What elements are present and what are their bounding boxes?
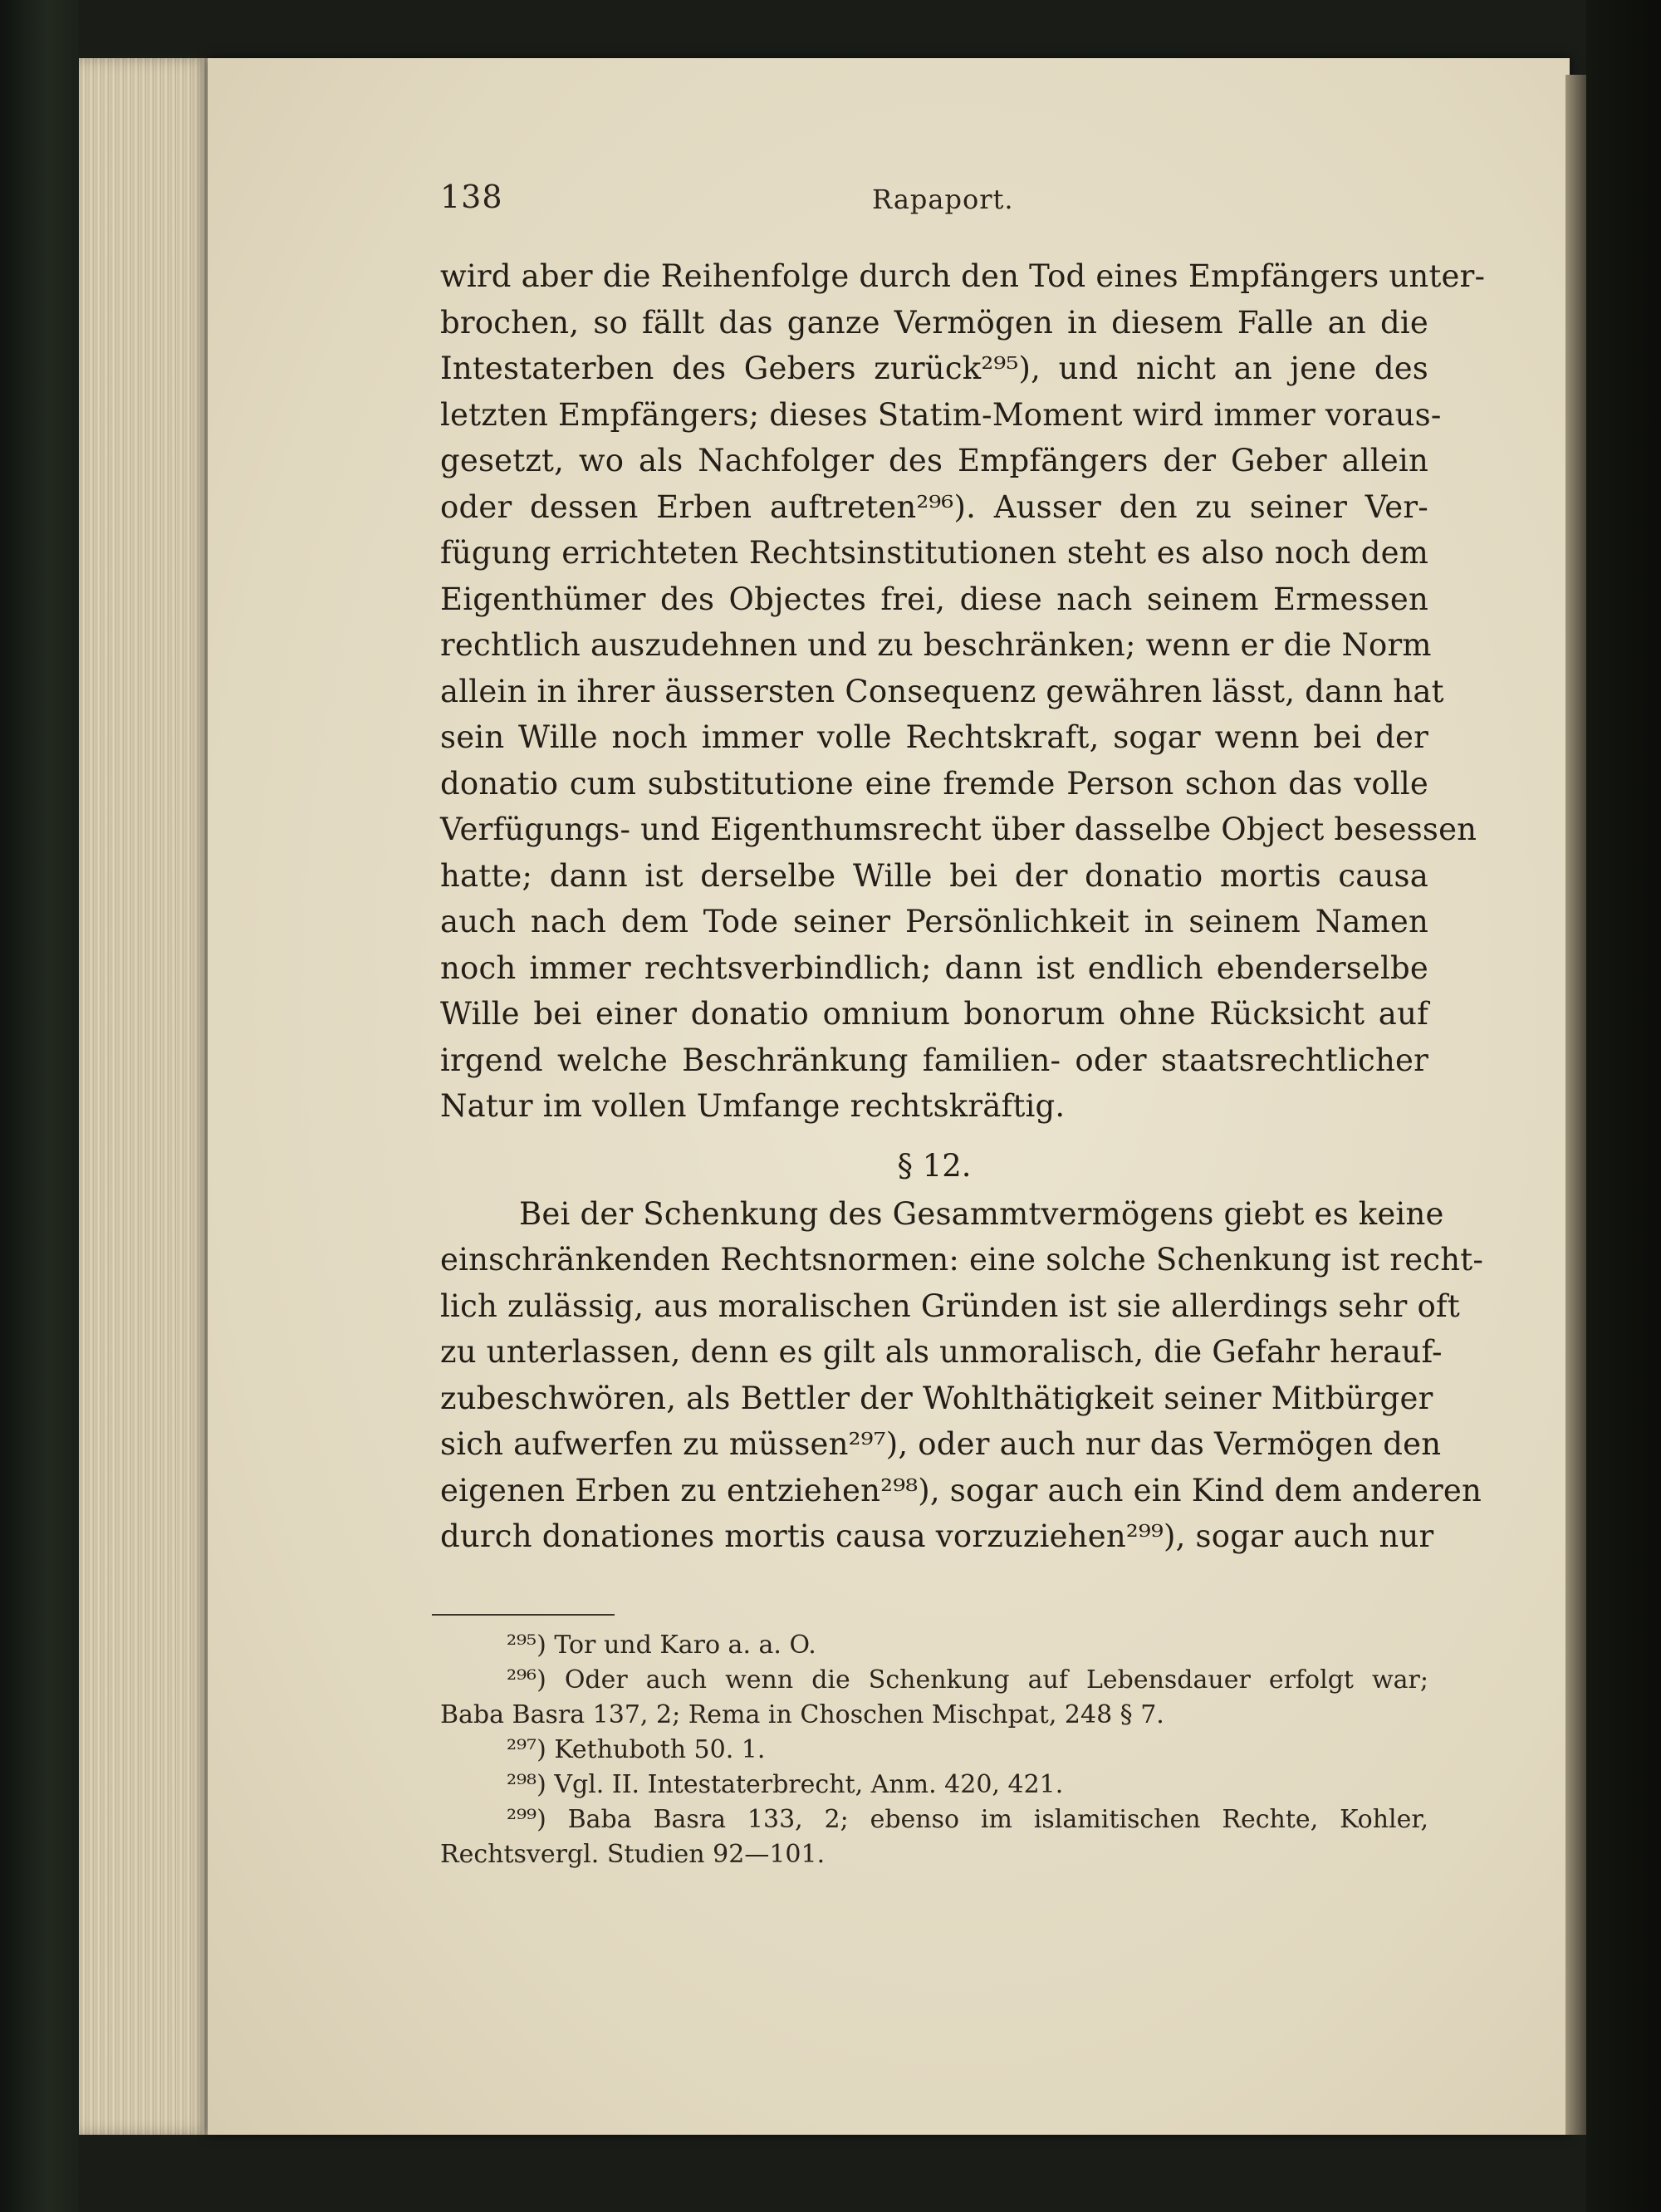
text-line: sein Wille noch immer volle Rechtskraft, sogar wenn bei der — [440, 719, 1428, 755]
footnote-line: ²⁹⁶) Oder auch wenn die Schenkung auf Lebensdauer erfolgt war; — [507, 1665, 1428, 1695]
text-line: Intestaterben des Gebers zurück²⁹⁵), und nicht an jene des — [440, 351, 1428, 386]
footnote-line: ²⁹⁷) Kethuboth 50. 1. — [507, 1735, 766, 1764]
book-cover-left — [0, 0, 79, 2212]
text-line: zu unterlassen, denn es gilt als unmoralisch, die Gefahr herauf- — [440, 1334, 1443, 1370]
section-heading: § 12. — [897, 1147, 972, 1184]
text-line: Wille bei einer donatio omnium bonorum ohne Rücksicht auf — [440, 996, 1428, 1032]
text-line: irgend welche Beschränkung familien- oder staatsrechtlicher — [440, 1042, 1428, 1078]
footnote-line: Baba Basra 137, 2; Rema in Choschen Mischpat, 248 § 7. — [440, 1700, 1164, 1729]
text-line: allein in ihrer äussersten Consequenz gewähren lässt, dann hat — [440, 673, 1444, 709]
text-line: Natur im vollen Umfange rechtskräftig. — [440, 1088, 1066, 1124]
text-line: zubeschwören, als Bettler der Wohlthätigkeit seiner Mitbürger — [440, 1380, 1433, 1416]
text-line: durch donationes mortis causa vorzuziehen²⁹⁹), sogar auch nur — [440, 1518, 1434, 1554]
text-line: wird aber die Reihenfolge durch den Tod eines Empfängers unter- — [440, 258, 1486, 294]
text-line: gesetzt, wo als Nachfolger des Empfängers der Geber allein — [440, 443, 1428, 478]
footnote-line: ²⁹⁹) Baba Basra 133, 2; ebenso im islamitischen Rechte, Kohler, — [507, 1805, 1428, 1834]
text-line: lich zulässig, aus moralischen Gründen ist sie allerdings sehr oft — [440, 1287, 1460, 1324]
footnote-line: ²⁹⁵) Tor und Karo a. a. O. — [507, 1631, 816, 1660]
text-line: noch immer rechtsverbindlich; dann ist endlich ebenderselbe — [440, 949, 1428, 986]
text-line: brochen, so fällt das ganze Vermögen in diesem Falle an die — [440, 304, 1428, 341]
text-line: sich aufwerfen zu müssen²⁹⁷), oder auch nur das Vermögen den — [440, 1426, 1442, 1462]
text-line: eigenen Erben zu entziehen²⁹⁸), sogar auch ein Kind dem anderen — [440, 1472, 1482, 1508]
text-line: fügung errichteten Rechtsinstitutionen steht es also noch dem — [440, 535, 1428, 571]
text-line: oder dessen Erben auftreten²⁹⁶). Ausser den zu seiner Ver- — [440, 488, 1428, 525]
page-number: 138 — [440, 179, 503, 215]
text-line: rechtlich auszudehnen und zu beschränken; wenn er die Norm — [440, 627, 1432, 663]
page-edges — [79, 58, 212, 2135]
text-line: donatio cum substitutione eine fremde Person schon das volle — [440, 765, 1428, 802]
footnote-line: Rechtsvergl. Studien 92—101. — [440, 1840, 826, 1869]
text-line: letzten Empfängers; dieses Statim-Moment wird immer voraus- — [440, 396, 1442, 433]
footnote-rule — [432, 1614, 615, 1616]
body-text — [440, 253, 1486, 1560]
book-cover-right — [1586, 0, 1661, 2212]
page-header — [440, 179, 1428, 228]
footnotes — [440, 1628, 1428, 1872]
text-line: auch nach dem Tode seiner Persönlichkeit in seinem Namen — [440, 904, 1428, 939]
footnote-line: ²⁹⁸) Vgl. II. Intestaterbrecht, Anm. 420, 421. — [507, 1770, 1064, 1799]
text-line: Verfügungs- und Eigenthumsrecht über dasselbe Object besessen — [440, 812, 1477, 847]
text-line: einschränkenden Rechtsnormen: eine solche Schenkung ist recht- — [440, 1242, 1484, 1278]
text-line: Bei der Schenkung des Gesammtvermögens giebt es keine — [519, 1195, 1444, 1232]
text-line: Eigenthümer des Objectes frei, diese nach seinem Ermessen — [440, 581, 1428, 617]
running-head: Rapaport. — [872, 184, 1014, 215]
text-line: hatte; dann ist derselbe Wille bei der donatio mortis causa — [440, 857, 1428, 894]
